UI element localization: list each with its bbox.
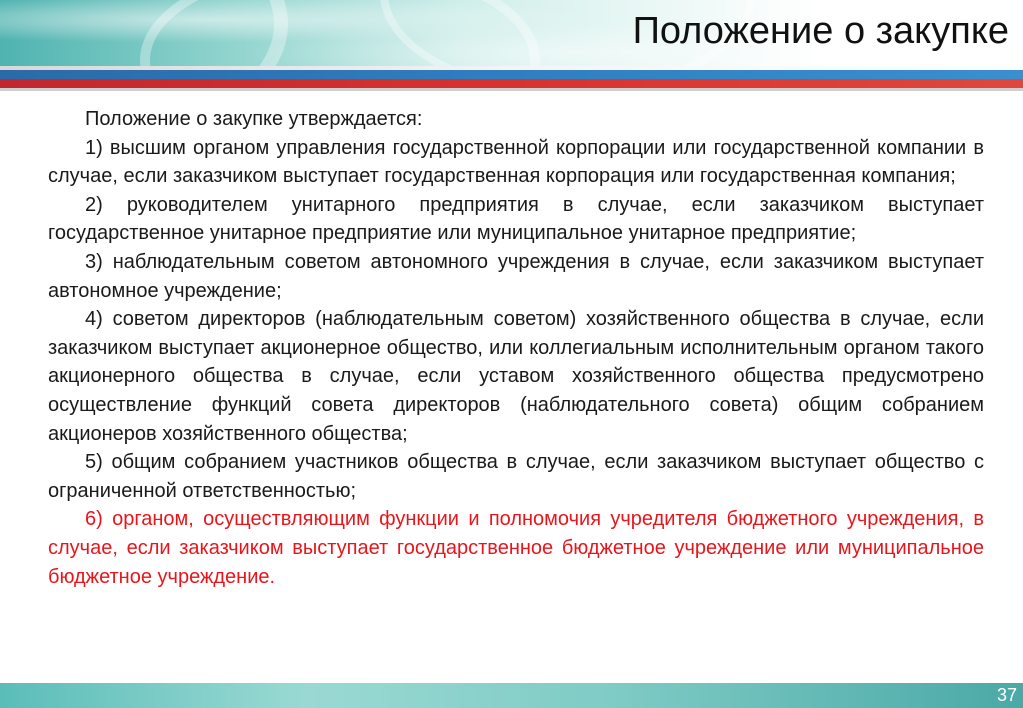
slide-header xyxy=(0,0,1023,66)
list-item-2: 2) руководителем унитарного предприятия в случае, если заказчиком выступает государственное унитарное предприятие или муниципальное унитарное предприятие; xyxy=(48,193,984,245)
page-number: 37 xyxy=(996,685,1017,705)
list-item-4: 4) советом директоров (наблюдательным советом) хозяйственного общества в случае, если заказчиком выступает акционерное общество, или коллегиальным исполнительным органом такого акционерного общества в случае, если уставом хозяйственного общества предусмотрено осуществление функций совета директоров (наблюдательного совета) общим собранием акционеров хозяйственного общества; xyxy=(48,308,984,445)
flag-stripe-red xyxy=(0,79,1023,88)
flag-stripe-blue xyxy=(0,70,1023,79)
slide-footer xyxy=(0,683,1023,708)
slide-title: Положение о закупке xyxy=(632,10,1009,52)
list-item-1: 1) высшим органом управления государственной корпорации или государственной компании в случае, если заказчиком выступает государственная корпорация или государственная компания; xyxy=(48,136,984,188)
intro-paragraph: Положение о закупке утверждается: xyxy=(85,108,423,130)
slide-body xyxy=(48,105,984,591)
list-item-5: 5) общим собранием участников общества в случае, если заказчиком выступает общество с ограниченной ответственностью; xyxy=(48,451,984,502)
list-item-6-highlighted: 6) органом, осуществляющим функции и полномочия учредителя бюджетного учреждения, в случае, если заказчиком выступает государственное бюджетное учреждение или муниципальное бюджетное учреждение. xyxy=(48,508,984,588)
list-item-3: 3) наблюдательным советом автономного учреждения в случае, если заказчиком выступает автономное учреждение; xyxy=(48,250,984,302)
flag-stripe-shadow xyxy=(0,88,1023,91)
